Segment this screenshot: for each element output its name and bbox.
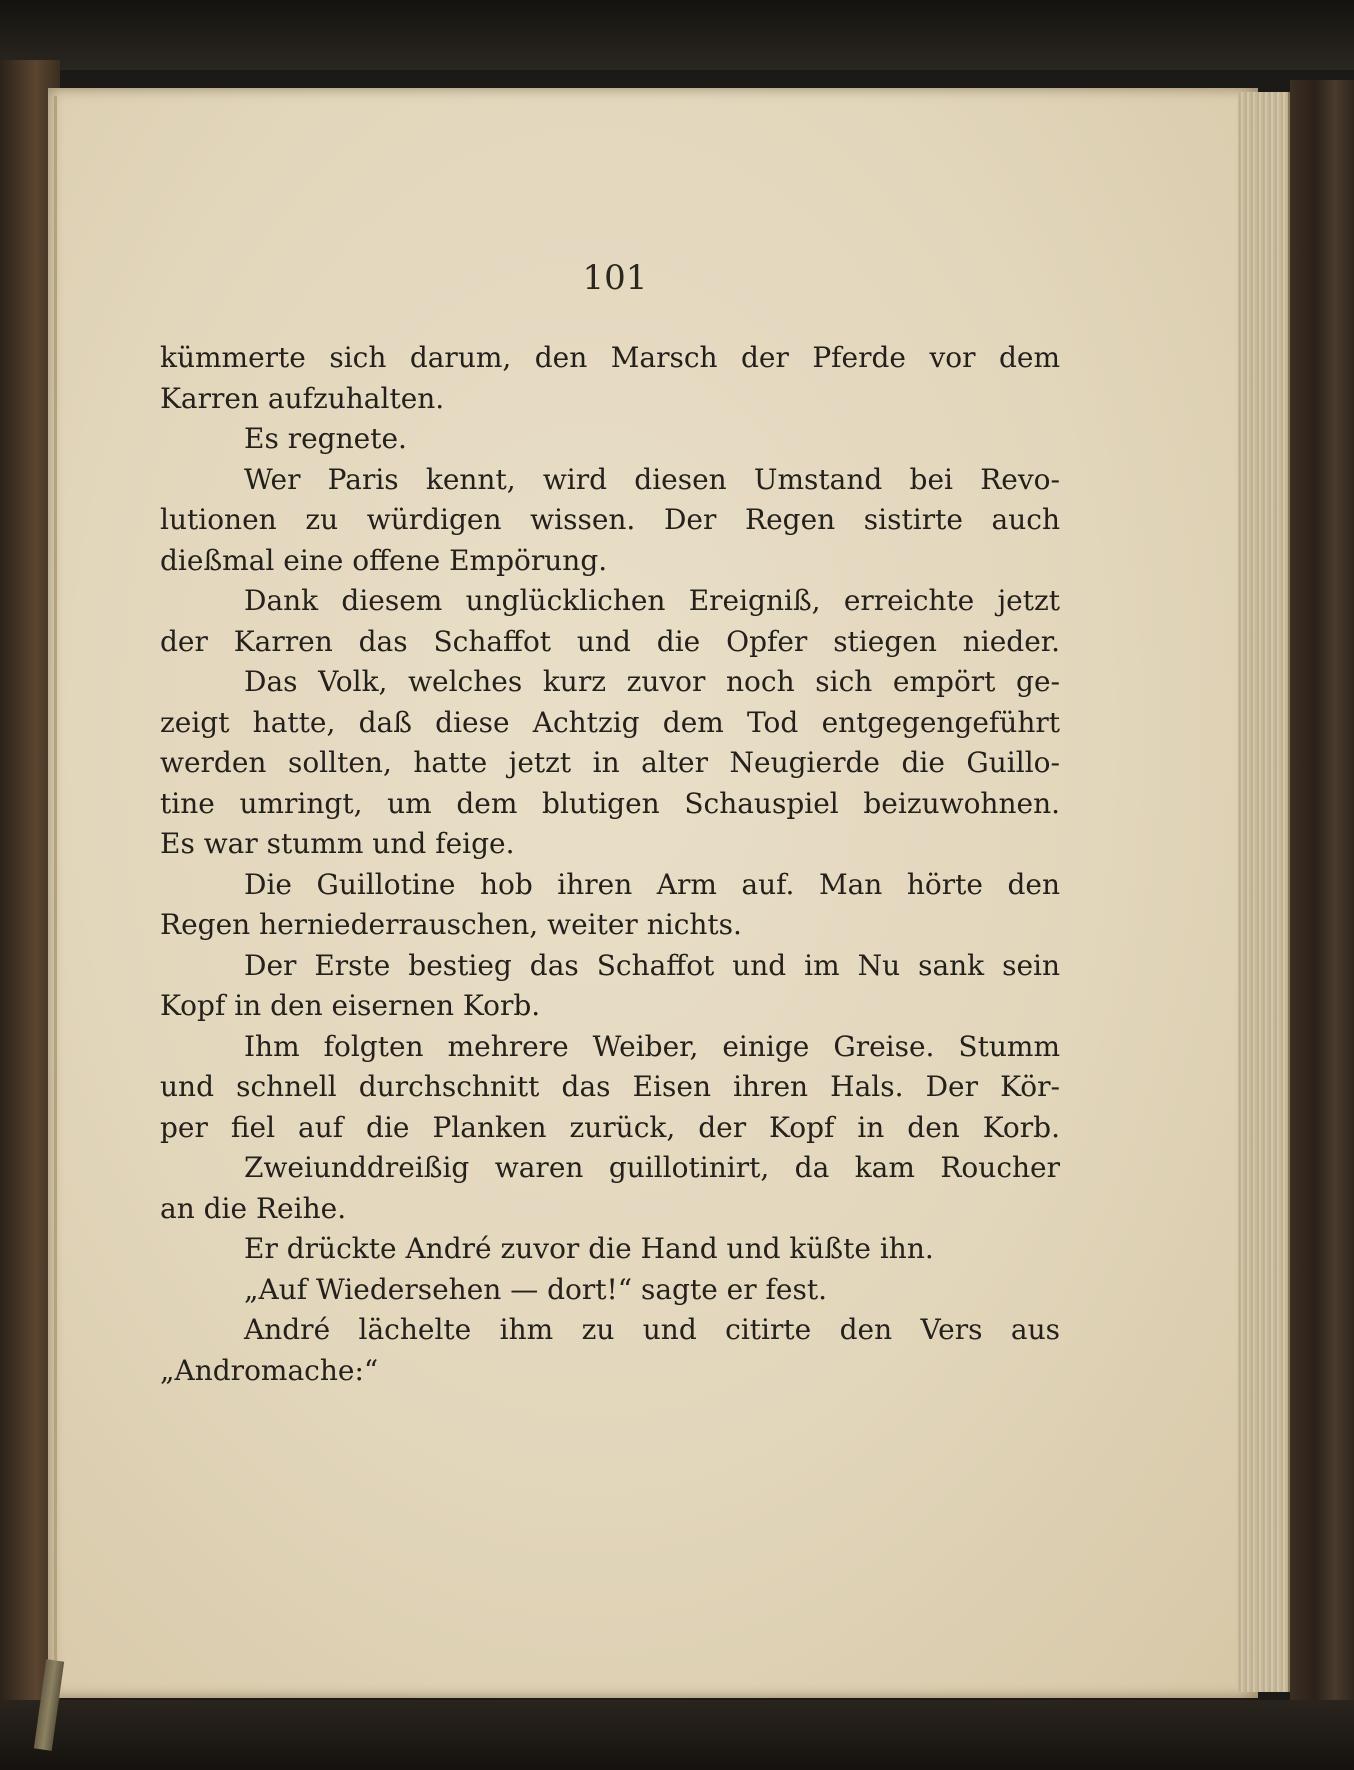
- text-line: Die Guillotine hob ihren Arm auf. Man hörte den: [244, 867, 1060, 901]
- text-line: lutionen zu würdigen wissen. Der Regen sistirte auch: [160, 503, 1060, 536]
- text-line: Zweiunddreißig waren guillotinirt, da kam Roucher: [244, 1151, 1060, 1184]
- page-number: 101: [582, 258, 648, 298]
- text-line: und schnell durchschnitt das Eisen ihren Hals. Der Kör-: [160, 1070, 1060, 1103]
- text-line: „Andromache:“: [160, 1353, 379, 1387]
- text-line: Ihm folgten mehrere Weiber, einige Greise. Stumm: [244, 1029, 1060, 1063]
- body-text: [160, 338, 1060, 1391]
- text-line: Es war stumm und feige.: [160, 827, 515, 860]
- text-line: zeigt hatte, daß diese Achtzig dem Tod entgegengeführt: [160, 705, 1060, 739]
- text-line: Wer Paris kennt, wird diesen Umstand bei Revo-: [244, 462, 1060, 496]
- text-line: Regen herniederrauschen, weiter nichts.: [160, 908, 742, 941]
- text-line: Der Erste bestieg das Schaffot und im Nu sank sein: [244, 948, 1060, 982]
- text-line: tine umringt, um dem blutigen Schauspiel beizuwohnen.: [160, 786, 1060, 820]
- text-line: per fiel auf die Planken zurück, der Kopf in den Korb.: [160, 1110, 1060, 1144]
- text-line: dießmal eine offene Empörung.: [160, 543, 608, 577]
- text-line: „Auf Wiedersehen — dort!“ sagte er fest.: [244, 1272, 827, 1306]
- gutter: [54, 96, 57, 1686]
- text-line: Kopf in den eisernen Korb.: [160, 989, 541, 1022]
- background-bottom: [0, 1700, 1354, 1770]
- book-cover-right: [1290, 80, 1354, 1700]
- text-line: André lächelte ihm zu und citirte den Vers aus: [244, 1313, 1060, 1346]
- page-edges: [1238, 92, 1290, 1692]
- text-line: Das Volk, welches kurz zuvor noch sich empört ge-: [244, 665, 1060, 698]
- text-line: Dank diesem unglücklichen Ereigniß, erreichte jetzt: [244, 584, 1060, 617]
- text-line: an die Reihe.: [160, 1191, 347, 1225]
- text-line: Er drückte André zuvor die Hand und küßte ihn.: [244, 1232, 934, 1265]
- text-line: Karren aufzuhalten.: [160, 381, 445, 415]
- text-line: kümmerte sich darum, den Marsch der Pferde vor dem: [160, 341, 1060, 374]
- text-line: der Karren das Schaffot und die Opfer stiegen nieder.: [160, 624, 1060, 658]
- background-top: [0, 0, 1354, 70]
- text-line: Es regnete.: [244, 422, 407, 455]
- text-line: werden sollten, hatte jetzt in alter Neugierde die Guillo-: [160, 746, 1060, 779]
